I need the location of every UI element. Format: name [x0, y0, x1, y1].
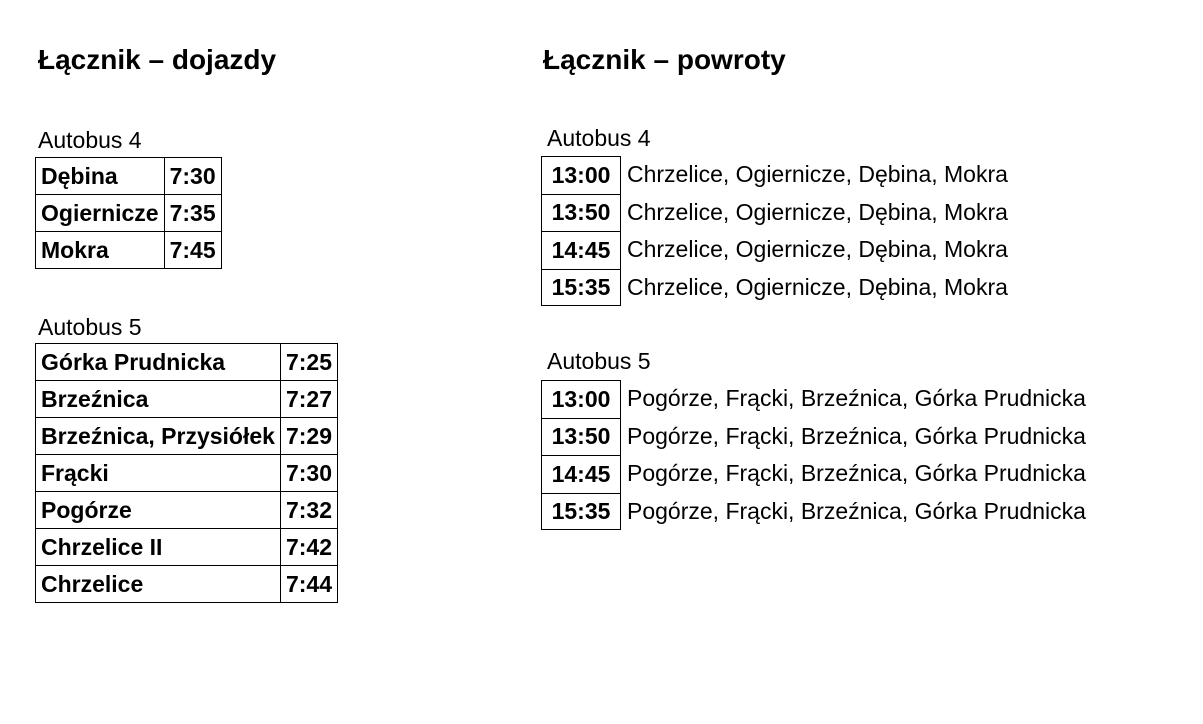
- return-route: Pogórze, Frącki, Brzeźnica, Górka Prudnicka: [627, 460, 1086, 487]
- return-time: 14:45: [541, 455, 621, 493]
- stop-time: 7:35: [164, 195, 221, 232]
- table-row: [36, 381, 338, 418]
- table-row: [36, 195, 222, 232]
- stop-name: Pogórze: [36, 492, 281, 529]
- return-time: 13:00: [541, 156, 621, 194]
- return-time: 13:50: [541, 194, 621, 232]
- stop-time: 7:30: [280, 455, 337, 492]
- return-route: Chrzelice, Ogiernicze, Dębina, Mokra: [627, 198, 1008, 225]
- returns-bus-4-list: [541, 156, 1008, 306]
- table-row: [36, 344, 338, 381]
- stop-time: 7:30: [164, 158, 221, 195]
- stop-name: Chrzelice II: [36, 529, 281, 566]
- stop-name: Chrzelice: [36, 566, 281, 603]
- return-route: Pogórze, Frącki, Brzeźnica, Górka Prudnicka: [627, 385, 1086, 412]
- table-row: [36, 158, 222, 195]
- stop-time: 7:44: [280, 566, 337, 603]
- departures-bus-5-label: Autobus 5: [38, 314, 142, 340]
- returns-bus-5-label: Autobus 5: [547, 348, 651, 374]
- return-time: 13:00: [541, 380, 621, 418]
- stop-time: 7:29: [280, 418, 337, 455]
- return-time: 15:35: [541, 269, 621, 307]
- stop-time: 7:45: [164, 232, 221, 269]
- stop-time: 7:27: [280, 381, 337, 418]
- stop-time: 7:25: [280, 344, 337, 381]
- return-time: 15:35: [541, 493, 621, 531]
- stop-name: Brzeźnica: [36, 381, 281, 418]
- list-item: [541, 455, 1086, 493]
- return-route: Pogórze, Frącki, Brzeźnica, Górka Prudnicka: [627, 422, 1086, 449]
- list-item: [541, 380, 1086, 418]
- return-time: 13:50: [541, 418, 621, 456]
- stop-name: Brzeźnica, Przysiółek: [36, 418, 281, 455]
- table-row: [36, 529, 338, 566]
- departures-title: Łącznik – dojazdy: [38, 44, 277, 75]
- return-route: Pogórze, Frącki, Brzeźnica, Górka Prudnicka: [627, 497, 1086, 524]
- stop-time: 7:32: [280, 492, 337, 529]
- returns-bus-4-label: Autobus 4: [547, 125, 651, 151]
- returns-bus-5-list: [541, 380, 1086, 530]
- list-item: [541, 194, 1008, 232]
- list-item: [541, 418, 1086, 456]
- departures-bus-4-label: Autobus 4: [38, 127, 142, 153]
- list-item: [541, 493, 1086, 531]
- return-route: Chrzelice, Ogiernicze, Dębina, Mokra: [627, 236, 1008, 263]
- returns-title: Łącznik – powroty: [543, 44, 786, 75]
- table-row: [36, 492, 338, 529]
- table-row: [36, 566, 338, 603]
- table-row: [36, 232, 222, 269]
- table-row: [36, 455, 338, 492]
- list-item: [541, 156, 1008, 194]
- departures-bus-5-table: [35, 343, 338, 603]
- stop-name: Dębina: [36, 158, 165, 195]
- stop-name: Ogiernicze: [36, 195, 165, 232]
- list-item: [541, 269, 1008, 307]
- stop-name: Frącki: [36, 455, 281, 492]
- table-row: [36, 418, 338, 455]
- stop-name: Mokra: [36, 232, 165, 269]
- list-item: [541, 231, 1008, 269]
- return-route: Chrzelice, Ogiernicze, Dębina, Mokra: [627, 273, 1008, 300]
- departures-bus-4-table: [35, 157, 222, 269]
- return-time: 14:45: [541, 231, 621, 269]
- return-route: Chrzelice, Ogiernicze, Dębina, Mokra: [627, 161, 1008, 188]
- stop-name: Górka Prudnicka: [36, 344, 281, 381]
- stop-time: 7:42: [280, 529, 337, 566]
